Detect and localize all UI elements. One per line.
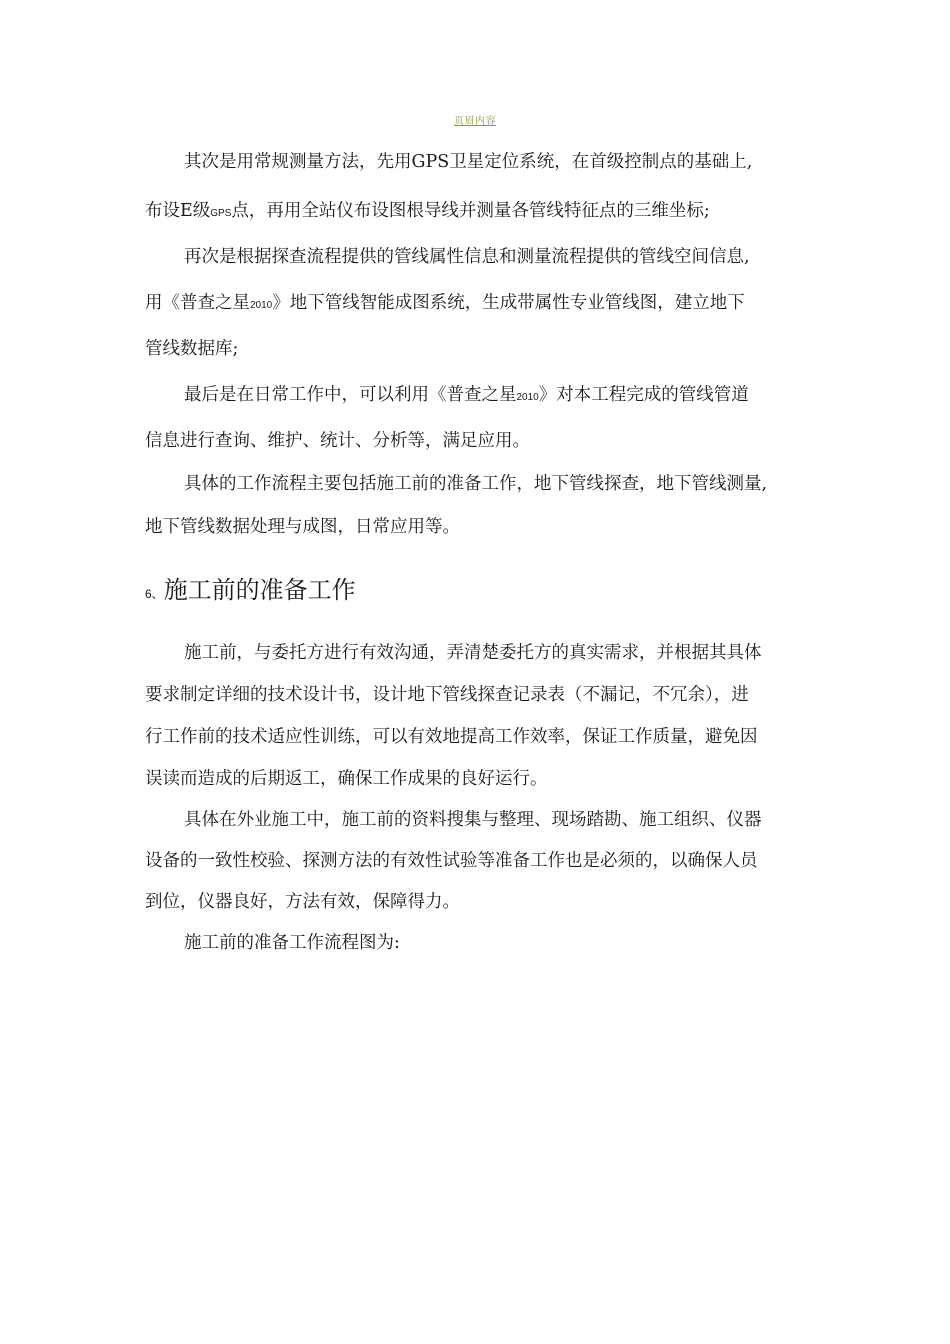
paragraph-1-line-2 — [145, 199, 710, 226]
paragraph-4-line-1: 具体的工作流程主要包括施工前的准备工作，地下管线探查，地下管线测量, — [184, 474, 768, 494]
section-number: 6、 — [145, 587, 164, 601]
paragraph-2-line-2 — [145, 291, 745, 318]
paragraph-1-line-1: 其次是用常规测量方法，先用GPS卫星定位系统，在首级控制点的基础上, — [184, 152, 753, 172]
paragraph-6-line-3: 到位，仪器良好，方法有效，保障得力。 — [145, 892, 460, 912]
paragraph-7-line-1: 施工前的准备工作流程图为: — [184, 933, 400, 953]
paragraph-6-line-1: 具体在外业施工中，施工前的资料搜集与整理、现场踏勘、施工组织、仪器 — [184, 810, 762, 830]
text-run-small: 2010 — [516, 392, 539, 403]
text-run: 》地下管线智能成图系统，生成带属性专业管线图，建立地下 — [272, 293, 745, 313]
paragraph-5-line-3: 行工作前的技术适应性训练，可以有效地提高工作效率，保证工作质量，避免因 — [145, 727, 758, 747]
paragraph-5-line-1: 施工前，与委托方进行有效沟通，弄清楚委托方的真实需求，并根据其具体 — [184, 643, 762, 663]
text-run-small: GPS — [210, 208, 232, 219]
section-heading — [145, 575, 356, 609]
paragraph-2-line-3: 管线数据库; — [145, 339, 239, 359]
paragraph-3-line-2: 信息进行查询、维护、统计、分析等，满足应用。 — [145, 431, 530, 451]
section-title: 施工前的准备工作 — [163, 576, 356, 604]
paragraph-3-line-1 — [184, 383, 749, 410]
paragraph-6-line-2: 设备的一致性校验、探测方法的有效性试验等准备工作也是必须的，以确保人员 — [145, 851, 758, 871]
text-run-small: 2010 — [250, 300, 273, 311]
text-run: 布设E级 — [145, 201, 211, 221]
paragraph-5-line-4: 误读而造成的后期返工，确保工作成果的良好运行。 — [145, 769, 548, 789]
text-run: 点，再用全站仪布设图根导线并测量各管线特征点的三维坐标; — [231, 201, 710, 221]
text-run: 最后是在日常工作中，可以利用《普查之星 — [184, 385, 517, 405]
page-header: 页眉内容 — [454, 116, 496, 127]
text-run: 用《普查之星 — [145, 293, 250, 313]
text-run: 》对本工程完成的管线管道 — [538, 385, 749, 405]
paragraph-5-line-2: 要求制定详细的技术设计书，设计地下管线探查记录表（不漏记，不冗余），进 — [145, 685, 749, 705]
paragraph-2-line-1: 再次是根据探查流程提供的管线属性信息和测量流程提供的管线空间信息, — [184, 247, 750, 267]
paragraph-4-line-2: 地下管线数据处理与成图，日常应用等。 — [145, 517, 460, 537]
